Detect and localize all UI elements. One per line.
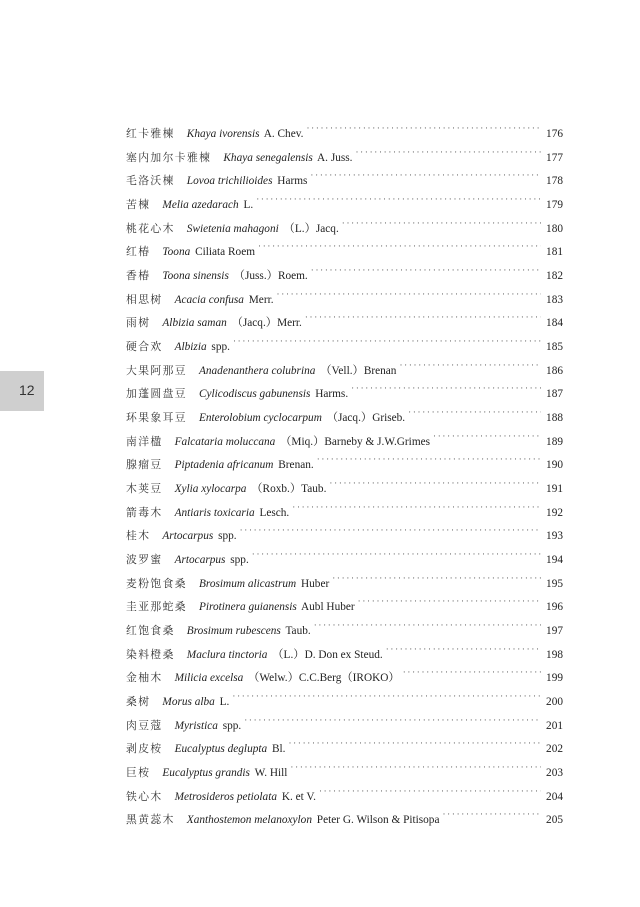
- toc-page-number: 182: [546, 270, 563, 283]
- toc-chinese-name: 桂木: [126, 529, 151, 543]
- toc-entry[interactable]: [126, 692, 563, 716]
- toc-entry[interactable]: [126, 597, 563, 621]
- toc-page-number: 195: [546, 577, 563, 590]
- toc-author: L.: [240, 199, 254, 212]
- toc-latin-group: [175, 743, 286, 755]
- toc-chinese-name: 腺瘤豆: [126, 458, 163, 472]
- toc-latin-group: [175, 669, 400, 685]
- toc-author: Bl.: [269, 743, 286, 756]
- toc-page-number: 189: [546, 435, 563, 448]
- toc-latin-group: [162, 314, 301, 330]
- toc-latin-name: Pirotinera guianensis: [198, 601, 297, 614]
- toc-latin-name: Milicia excelsa: [174, 672, 244, 685]
- toc-latin-name: Lovoa trichilioides: [186, 175, 273, 188]
- toc-latin-name: Xylia xylocarpa: [174, 483, 247, 496]
- toc-entry[interactable]: [126, 479, 563, 503]
- toc-page-number: 192: [546, 506, 563, 519]
- toc-author: （Welw.）C.C.Berg（IROKO）: [245, 672, 400, 685]
- toc-latin-group: [162, 199, 253, 211]
- toc-author: Harms.: [312, 388, 349, 401]
- toc-page-number: 187: [546, 388, 563, 401]
- toc-entry[interactable]: [126, 195, 563, 219]
- toc-page-number: 202: [546, 743, 563, 756]
- toc-latin-group: [175, 791, 316, 803]
- toc-latin-group: [187, 128, 304, 140]
- toc-page-number: 193: [546, 530, 563, 543]
- toc-page-number: 185: [546, 341, 563, 354]
- toc-page-number: 184: [546, 317, 563, 330]
- toc-latin-name: Xanthostemon melanoxylon: [186, 814, 312, 827]
- toc-entry[interactable]: [126, 432, 563, 456]
- toc-entry[interactable]: [126, 171, 563, 195]
- toc-entry[interactable]: [126, 384, 563, 408]
- toc-author: Lesch.: [256, 506, 290, 519]
- toc-leader-dots: [288, 739, 541, 752]
- toc-leader-dots: [332, 574, 541, 587]
- toc-entry[interactable]: [126, 645, 563, 669]
- toc-entry[interactable]: [126, 124, 563, 148]
- toc-entry[interactable]: [126, 455, 563, 479]
- toc-chinese-name: 大果阿那豆: [126, 363, 187, 377]
- toc-chinese-name: 红饱食桑: [126, 624, 175, 638]
- toc-chinese-name: 桑树: [126, 695, 151, 709]
- toc-leader-dots: [342, 219, 541, 232]
- page-number-tab: [0, 371, 44, 411]
- toc-author: Peter G. Wilson & Pitisopa: [313, 814, 440, 827]
- toc-leader-dots: [317, 455, 541, 468]
- toc-latin-group: [187, 814, 440, 826]
- toc-leader-dots: [240, 526, 541, 539]
- toc-chinese-name: 箭毒木: [126, 505, 163, 519]
- toc-author: Aubl Huber: [298, 601, 355, 614]
- toc-author: （Juss.）Roem.: [230, 270, 308, 283]
- toc-author: spp.: [227, 554, 249, 567]
- toc-leader-dots: [386, 645, 541, 658]
- toc-entry[interactable]: [126, 361, 563, 385]
- toc-chinese-name: 木荚豆: [126, 482, 163, 496]
- toc-entry[interactable]: [126, 550, 563, 574]
- toc-entry[interactable]: [126, 337, 563, 361]
- toc-latin-name: Acacia confusa: [174, 293, 244, 306]
- toc-leader-dots: [399, 361, 541, 374]
- toc-author: （L.）Jacq.: [280, 222, 339, 235]
- toc-leader-dots: [355, 148, 541, 161]
- toc-latin-name: Eucalyptus deglupta: [174, 743, 268, 756]
- toc-latin-group: [162, 767, 287, 779]
- toc-entry[interactable]: [126, 526, 563, 550]
- toc-chinese-name: 肉豆蔻: [126, 718, 163, 732]
- toc-latin-name: Albizia: [174, 341, 207, 354]
- toc-entry[interactable]: [126, 668, 563, 692]
- toc-chinese-name: 雨树: [126, 316, 151, 330]
- toc-page-number: 201: [546, 719, 563, 732]
- toc-latin-group: [187, 220, 339, 236]
- toc-page-number: 178: [546, 175, 563, 188]
- toc-entry[interactable]: [126, 408, 563, 432]
- toc-latin-name: Khaya ivorensis: [186, 128, 260, 140]
- toc-entry[interactable]: [126, 739, 563, 763]
- toc-chinese-name: 剥皮桉: [126, 742, 163, 756]
- table-of-contents: [126, 124, 563, 834]
- toc-author: L.: [216, 696, 230, 709]
- toc-latin-name: Brosimum rubescens: [186, 625, 281, 638]
- toc-author: （Roxb.）Taub.: [248, 483, 327, 496]
- toc-page-number: 179: [546, 199, 563, 212]
- toc-author: Taub.: [282, 625, 311, 638]
- toc-latin-name: Enterolobium cyclocarpum: [198, 412, 322, 425]
- toc-leader-dots: [351, 384, 541, 397]
- toc-page-number: 203: [546, 767, 563, 780]
- toc-chinese-name: 苦楝: [126, 198, 151, 212]
- toc-page-number: 191: [546, 483, 563, 496]
- toc-latin-group: [199, 409, 405, 425]
- toc-entry[interactable]: [126, 574, 563, 598]
- toc-page-number: 199: [546, 672, 563, 685]
- toc-latin-group: [223, 152, 352, 164]
- toc-author: （L.）D. Don ex Steud.: [269, 648, 383, 661]
- toc-latin-name: Toona sinensis: [162, 270, 229, 283]
- toc-page-number: 183: [546, 293, 563, 306]
- toc-leader-dots: [233, 337, 541, 350]
- toc-latin-group: [162, 530, 236, 542]
- toc-entry[interactable]: [126, 148, 563, 172]
- toc-author: spp.: [208, 341, 230, 354]
- toc-latin-name: Artocarpus: [174, 554, 226, 567]
- toc-chinese-name: 红卡雅楝: [126, 127, 175, 140]
- toc-page-number: 200: [546, 696, 563, 709]
- toc-chinese-name: 相思树: [126, 292, 163, 306]
- toc-entry[interactable]: [126, 716, 563, 740]
- toc-latin-group: [175, 507, 290, 519]
- toc-leader-dots: [311, 266, 541, 279]
- toc-leader-dots: [232, 692, 541, 705]
- toc-latin-name: Melia azedarach: [162, 199, 239, 212]
- toc-page-number: 177: [546, 151, 563, 164]
- toc-author: Ciliata Roem: [192, 246, 256, 259]
- toc-page-number: 194: [546, 554, 563, 567]
- toc-page-number: 180: [546, 222, 563, 235]
- toc-latin-name: Metrosideros petiolata: [174, 790, 277, 803]
- toc-leader-dots: [433, 432, 541, 445]
- toc-page-number: 205: [546, 814, 563, 827]
- toc-latin-name: Artocarpus: [162, 530, 214, 543]
- toc-author: Harms: [274, 175, 308, 188]
- toc-latin-name: Swietenia mahagoni: [186, 222, 279, 235]
- toc-leader-dots: [277, 290, 541, 303]
- toc-author: （Miq.）Barneby & J.W.Grimes: [277, 435, 431, 448]
- toc-leader-dots: [252, 550, 541, 563]
- toc-latin-group: [175, 294, 274, 306]
- toc-entry[interactable]: [126, 290, 563, 314]
- toc-chinese-name: 波罗蜜: [126, 553, 163, 567]
- toc-author: （Vell.）Brenan: [317, 364, 397, 377]
- toc-chinese-name: 毛洛沃楝: [126, 174, 175, 188]
- toc-author: A. Chev.: [261, 128, 304, 140]
- toc-entry[interactable]: [126, 787, 563, 811]
- toc-page-number: 181: [546, 246, 563, 259]
- toc-leader-dots: [310, 171, 541, 184]
- toc-leader-dots: [258, 242, 541, 255]
- toc-chinese-name: 桃花心木: [126, 221, 175, 235]
- toc-page-number: 186: [546, 364, 563, 377]
- toc-leader-dots: [319, 787, 541, 800]
- toc-page-number: 204: [546, 790, 563, 803]
- toc-chinese-name: 硬合欢: [126, 340, 163, 354]
- toc-page-number: 197: [546, 625, 563, 638]
- toc-author: spp.: [219, 719, 242, 732]
- toc-chinese-name: 铁心木: [126, 789, 163, 803]
- toc-latin-group: [199, 578, 329, 590]
- toc-chinese-name: 黑黄蕊木: [126, 813, 175, 827]
- toc-author: Brenan.: [275, 459, 314, 472]
- toc-latin-name: Maclura tinctoria: [186, 648, 268, 661]
- toc-entry[interactable]: [126, 503, 563, 527]
- toc-latin-group: [187, 175, 308, 187]
- toc-leader-dots: [408, 408, 541, 421]
- toc-chinese-name: 金柚木: [126, 671, 163, 685]
- toc-page-number: 188: [546, 412, 563, 425]
- toc-entry[interactable]: [126, 621, 563, 645]
- toc-author: K. et V.: [279, 790, 316, 803]
- toc-latin-name: Eucalyptus grandis: [162, 767, 250, 780]
- toc-chinese-name: 圭亚那蛇桑: [126, 600, 187, 614]
- toc-latin-group: [175, 459, 314, 471]
- toc-chinese-name: 环果象耳豆: [126, 411, 187, 425]
- toc-author: Merr.: [245, 293, 274, 306]
- toc-leader-dots: [403, 668, 541, 681]
- toc-latin-name: Cylicodiscus gabunensis: [198, 388, 311, 401]
- toc-latin-group: [175, 554, 249, 566]
- toc-author: （Jacq.）Griseb.: [323, 412, 406, 425]
- toc-chinese-name: 加蓬圆盘豆: [126, 387, 187, 401]
- toc-entry[interactable]: [126, 763, 563, 787]
- toc-latin-group: [175, 341, 230, 353]
- toc-latin-group: [199, 388, 348, 400]
- toc-latin-name: Antiaris toxicaria: [174, 506, 255, 519]
- toc-leader-dots: [305, 313, 541, 326]
- toc-leader-dots: [256, 195, 541, 208]
- toc-latin-group: [175, 433, 430, 449]
- toc-latin-group: [162, 246, 255, 258]
- toc-page-number: 190: [546, 459, 563, 472]
- toc-leader-dots: [358, 597, 541, 610]
- toc-page-number: 196: [546, 601, 563, 614]
- toc-latin-group: [175, 480, 327, 496]
- toc-latin-name: Piptadenia africanum: [174, 459, 274, 472]
- toc-latin-name: Albizia saman: [162, 317, 227, 330]
- toc-entry[interactable]: [126, 810, 563, 834]
- toc-author: （Jacq.）Merr.: [228, 317, 302, 330]
- page-number: 12: [19, 382, 35, 398]
- toc-leader-dots: [244, 716, 541, 729]
- toc-latin-name: Morus alba: [162, 696, 215, 709]
- toc-latin-name: Falcataria moluccana: [174, 435, 276, 448]
- toc-latin-group: [162, 696, 229, 708]
- toc-chinese-name: 麦粉饱食桑: [126, 576, 187, 590]
- toc-latin-name: Brosimum alicastrum: [198, 577, 297, 590]
- toc-leader-dots: [290, 763, 541, 776]
- toc-leader-dots: [314, 621, 541, 634]
- toc-latin-group: [187, 625, 311, 637]
- toc-latin-name: Khaya senegalensis: [223, 151, 313, 164]
- toc-entry[interactable]: [126, 313, 563, 337]
- toc-leader-dots: [329, 479, 541, 492]
- toc-leader-dots: [292, 503, 541, 516]
- toc-chinese-name: 塞内加尔卡雅楝: [126, 150, 212, 164]
- toc-latin-group: [175, 720, 242, 732]
- toc-author: A. Juss.: [314, 151, 353, 164]
- toc-entry[interactable]: [126, 219, 563, 243]
- toc-leader-dots: [442, 810, 541, 823]
- toc-author: spp.: [215, 530, 237, 543]
- toc-chinese-name: 染料橙桑: [126, 647, 175, 661]
- toc-chinese-name: 南洋楹: [126, 434, 163, 448]
- toc-entry[interactable]: [126, 266, 563, 290]
- toc-leader-dots: [306, 124, 541, 137]
- toc-author: W. Hill: [251, 767, 288, 780]
- toc-latin-group: [187, 646, 383, 662]
- toc-latin-group: [162, 267, 307, 283]
- toc-latin-group: [199, 601, 355, 613]
- toc-chinese-name: 香椿: [126, 269, 151, 283]
- toc-latin-name: Toona: [162, 246, 191, 259]
- toc-latin-group: [199, 362, 396, 378]
- toc-page-number: 176: [546, 128, 563, 140]
- toc-entry[interactable]: [126, 242, 563, 266]
- toc-chinese-name: 红椿: [126, 245, 151, 259]
- toc-latin-name: Anadenanthera colubrina: [198, 364, 316, 377]
- toc-author: Huber: [298, 577, 330, 590]
- toc-latin-name: Myristica: [174, 719, 218, 732]
- toc-page-number: 198: [546, 648, 563, 661]
- toc-chinese-name: 巨桉: [126, 766, 151, 780]
